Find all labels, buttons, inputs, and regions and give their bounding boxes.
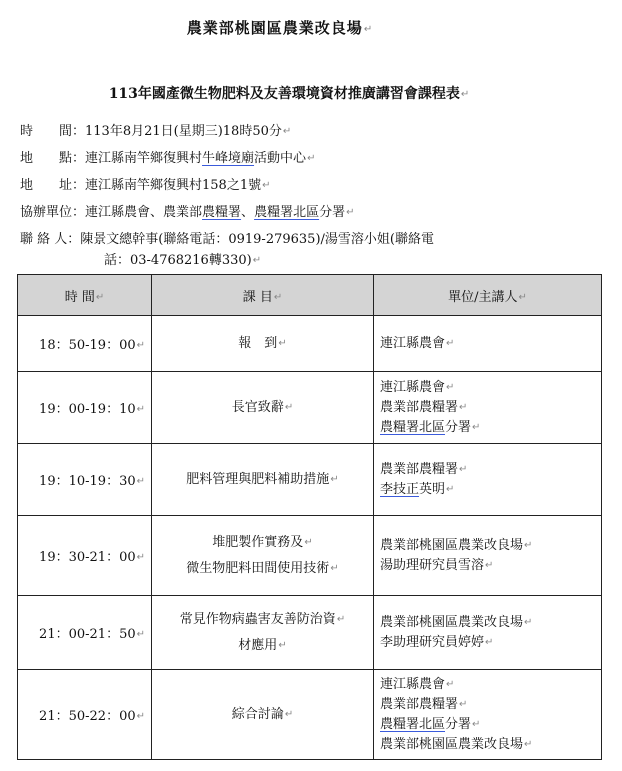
speaker-line: 農業部桃園區農業改良場↵ — [380, 537, 533, 553]
cell-time: 21：50-22：00↵ — [18, 670, 152, 760]
topic-line: 材應用↵ — [238, 637, 287, 653]
speaker-line: 農糧署北區分署↵ — [380, 716, 481, 732]
cell-topic — [152, 372, 374, 444]
cell-topic — [152, 316, 374, 372]
cell-speaker — [374, 444, 602, 516]
info-time-label: 時 間： — [20, 124, 86, 139]
table-row — [18, 670, 602, 760]
org-title: 農業部桃園區農業改良場↵ — [186, 19, 374, 37]
schedule-table — [17, 274, 602, 760]
cell-time: 19：30-21：00↵ — [18, 516, 152, 596]
info-address-value: 連江縣南竿鄉復興村158之1號 — [85, 178, 262, 193]
header-time: 時 間↵ — [18, 275, 152, 316]
cell-time: 19：10-19：30↵ — [18, 444, 152, 516]
speaker-line: 李助理研究員婷婷↵ — [380, 634, 494, 650]
cell-time: 18：50-19：00↵ — [18, 316, 152, 372]
speaker-line: 李技正英明↵ — [380, 481, 455, 497]
info-contact-line2: 話：03-4768216轉330) — [104, 253, 252, 268]
table-row — [18, 516, 602, 596]
table-row — [18, 596, 602, 670]
info-time-value: 113年8月21日(星期三)18時50分 — [85, 124, 282, 139]
topic-line: 長官致辭↵ — [231, 399, 294, 415]
cell-speaker — [374, 316, 602, 372]
info-co-text-end: 分署 — [319, 205, 346, 220]
info-address: 地 址：連江縣南竿鄉復興村158之1號↵ — [20, 178, 271, 193]
topic-line: 報 到↵ — [238, 335, 287, 351]
info-contact-line1: 陳景文總幹事(聯絡電話：0919-279635)/湯雪溶小姐(聯絡電 — [80, 232, 434, 247]
info-co-label: 協辦單位： — [20, 205, 86, 220]
info-place-text: 連江縣南竿鄉復興村 — [85, 151, 203, 166]
cell-speaker — [374, 372, 602, 444]
speaker-line: 連江縣農會↵ — [380, 676, 455, 692]
cell-time: 21：00-21：50↵ — [18, 596, 152, 670]
speaker-line: 連江縣農會↵ — [380, 335, 455, 351]
table-row — [18, 316, 602, 372]
info-co-organizer: 協辦單位：連江縣農會、農業部農糧署、農糧署北區分署↵ — [20, 205, 355, 220]
info-place-label: 地 點： — [20, 151, 86, 166]
cell-speaker — [374, 516, 602, 596]
info-co-underlined-1: 農糧署 — [202, 205, 242, 220]
info-contact — [20, 231, 580, 249]
info-co-underlined-2: 農糧署北區 — [254, 205, 320, 220]
topic-line: 常見作物病蟲害友善防治資↵ — [179, 611, 346, 627]
speaker-line: 農業部桃園區農業改良場↵ — [380, 736, 533, 752]
speaker-line: 農糧署北區分署↵ — [380, 419, 481, 435]
cell-speaker — [374, 670, 602, 760]
speaker-line: 湯助理研究員雪溶↵ — [380, 557, 494, 573]
topic-line: 堆肥製作實務及↵ — [212, 534, 313, 550]
topic-line: 綜合討論↵ — [231, 706, 294, 722]
table-row — [18, 372, 602, 444]
info-co-sep: 、 — [241, 205, 255, 220]
header-topic: 課 目↵ — [152, 275, 374, 316]
info-place-text-end: 活動中心 — [254, 151, 307, 166]
topic-line: 肥料管理與肥料補助措施↵ — [186, 471, 339, 487]
info-contact-line2-wrap: 話：03-4768216轉330)↵ — [104, 253, 262, 268]
header-speaker: 單位/主講人↵ — [374, 275, 602, 316]
info-place-underlined: 牛峰境廟 — [202, 151, 255, 166]
speaker-line: 農業部農糧署↵ — [380, 696, 468, 712]
cell-topic — [152, 516, 374, 596]
table-row — [18, 444, 602, 516]
speaker-line: 農業部農糧署↵ — [380, 461, 468, 477]
cell-topic — [152, 670, 374, 760]
speaker-line: 農業部桃園區農業改良場↵ — [380, 614, 533, 630]
info-time: 時 間：113年8月21日(星期三)18時50分↵ — [20, 124, 292, 139]
info-address-label: 地 址： — [20, 178, 86, 193]
document-title: 113年國產微生物肥料及友善環境資材推廣講習會課程表↵ — [108, 86, 470, 102]
info-place: 地 點：連江縣南竿鄉復興村牛峰境廟活動中心↵ — [20, 151, 316, 166]
cell-time: 19：00-19：10↵ — [18, 372, 152, 444]
info-co-text: 連江縣農會、農業部 — [85, 205, 203, 220]
speaker-line: 農業部農糧署↵ — [380, 399, 468, 415]
info-contact-label: 聯 絡 人： — [20, 232, 81, 247]
cell-topic — [152, 596, 374, 670]
cell-speaker — [374, 596, 602, 670]
speaker-line: 連江縣農會↵ — [380, 379, 455, 395]
topic-line: 微生物肥料田間使用技術↵ — [186, 560, 339, 576]
cell-topic — [152, 444, 374, 516]
table-header-row — [18, 275, 602, 316]
